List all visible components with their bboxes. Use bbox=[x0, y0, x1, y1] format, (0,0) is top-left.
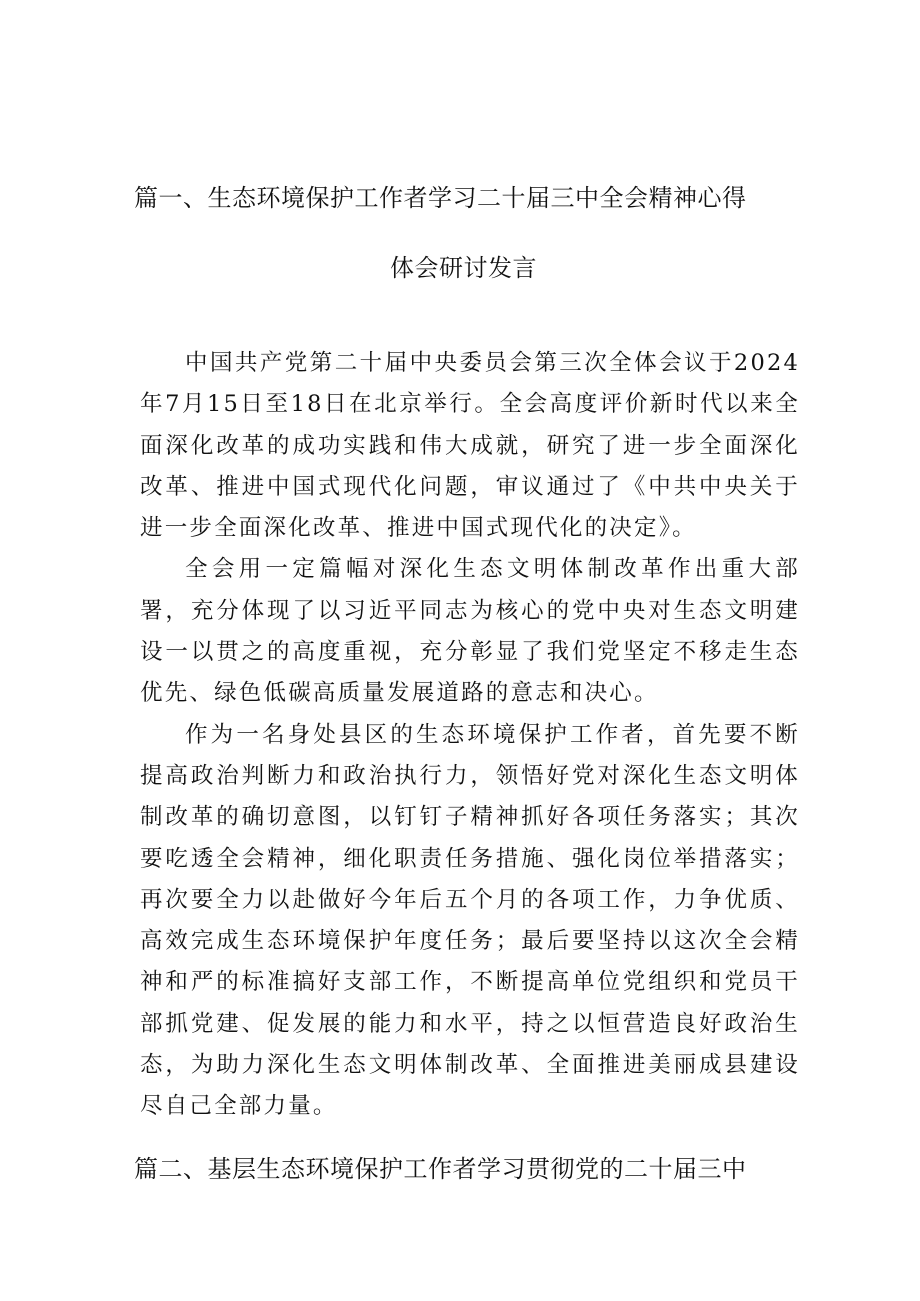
article1-paragraph-2: 全会用一定篇幅对深化生态文明体制改革作出重大部署，充分体现了以习近平同志为核心的党中央对生态文明建设一以贯之的高度重视，充分彰显了我们党坚定不移走生态优先、绿色低碳高质量发展道路的意志和决心。 bbox=[140, 556, 800, 707]
article1-body bbox=[140, 343, 800, 1128]
article1-paragraph-1: 中国共产党第二十届中央委员会第三次全体会议于2024年7月15日至18日在北京举行。全会高度评价新时代以来全面深化改革的成功实践和伟大成就，研究了进一步全面深化改革、推进中国式现代化问题，审议通过了《中共中央关于进一步全面深化改革、推进中国式现代化的决定》。 bbox=[140, 350, 800, 542]
article1-title-line1: 篇一、生态环境保护工作者学习二十届三中全会精神心得 bbox=[134, 184, 747, 212]
article1-title-line2: 体会研讨发言 bbox=[390, 254, 537, 282]
article1-paragraph-3: 作为一名身处县区的生态环境保护工作者，首先要不断提高政治判断力和政治执行力，领悟好党对深化生态文明体制改革的确切意图，以钉钉子精神抓好各项任务落实；其次要吃透全会精神，细化职责任务措施、强化岗位举措落实；再次要全力以赴做好今年后五个月的各项工作，力争优质、高效完成生态环境保护年度任务；最后要坚持以这次全会精神和严的标准搞好支部工作，不断提高单位党组织和党员干部抓党建、促发展的能力和水平，持之以恒营造良好政治生态，为助力深化生态文明体制改革、全面推进美丽成县建设尽自己全部力量。 bbox=[140, 721, 800, 1120]
article2-title-line1: 篇二、基层生态环境保护工作者学习贯彻党的二十届三中 bbox=[134, 1155, 747, 1183]
